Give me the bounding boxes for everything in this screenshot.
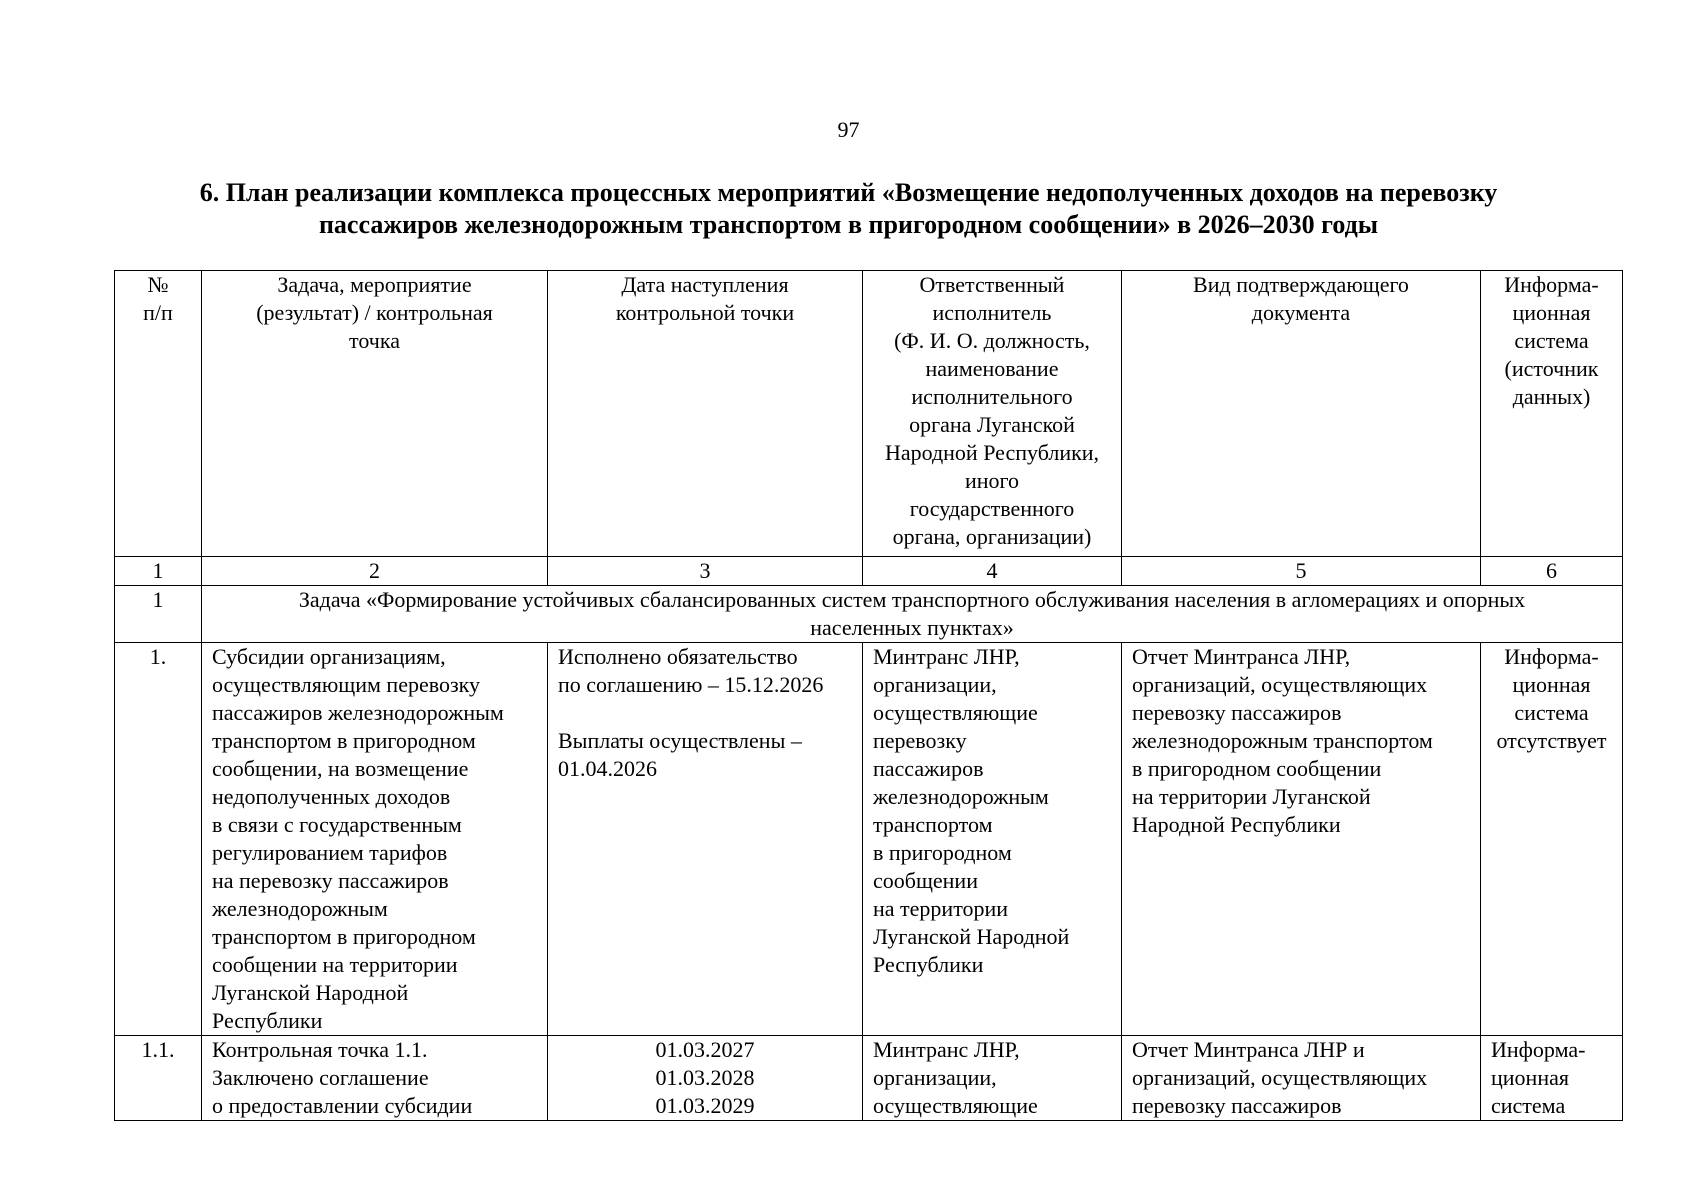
header-date: Дата наступления контрольной точки <box>548 271 863 557</box>
task-row <box>115 586 1623 643</box>
document-title <box>120 177 1577 241</box>
header-document: Вид подтверждающего документа <box>1122 271 1481 557</box>
row-info-system: Информа- ционная система <box>1481 1036 1623 1121</box>
task-row-num: 1 <box>115 586 202 643</box>
header-responsible: Ответственный исполнитель (Ф. И. О. должность, наименование исполнительного органа Луганской Народной Республики, иного государственного органа, организации) <box>863 271 1122 557</box>
task-row-text: Задача «Формирование устойчивых сбалансированных систем транспортного обслуживания населения в агломерациях и опорных населенных пунктах» <box>202 586 1623 643</box>
header-info-system: Информа- ционная система (источник данных) <box>1481 271 1623 557</box>
table-row <box>115 643 1623 1036</box>
plan-table <box>114 270 1623 1121</box>
row-info-system: Информа- ционная система отсутствует <box>1481 643 1623 1036</box>
title-line-2: пассажиров железнодорожным транспортом в пригородном сообщении» в 2026–2030 годы <box>318 210 1379 239</box>
column-number-row <box>115 557 1623 586</box>
row-responsible: Минтранс ЛНР, организации, осуществляющие перевозку пассажиров железнодорожным транспортом в пригородном сообщении на территории Луганской Народной Республики <box>863 643 1122 1036</box>
row-responsible: Минтранс ЛНР, организации, осуществляющие <box>863 1036 1122 1121</box>
row-document: Отчет Минтранса ЛНР и организаций, осуществляющих перевозку пассажиров <box>1122 1036 1481 1121</box>
row-document: Отчет Минтранса ЛНР, организаций, осуществляющих перевозку пассажиров железнодорожным транспортом в пригородном сообщении на территории Луганской Народной Республики <box>1122 643 1481 1036</box>
table-row <box>115 1036 1623 1121</box>
header-task: Задача, мероприятие (результат) / контрольная точка <box>202 271 548 557</box>
title-line-1: 6. План реализации комплекса процессных мероприятий «Возмещение недополученных доходов на перевозку <box>199 178 1498 207</box>
row-task: Субсидии организациям, осуществляющим перевозку пассажиров железнодорожным транспортом в пригородном сообщении, на возмещение недополученных доходов в связи с государственным регулированием тарифов на перевозку пассажиров железнодорожным транспортом в пригородном сообщении на территории Луганской Народной Республики <box>202 643 548 1036</box>
row-date-obligation: Исполнено обязательство по соглашению – 15.12.2026 <box>558 644 824 697</box>
column-number: 3 <box>548 557 863 586</box>
header-row <box>115 271 1623 557</box>
row-task: Контрольная точка 1.1. Заключено соглашение о предоставлении субсидии <box>202 1036 548 1121</box>
column-number: 1 <box>115 557 202 586</box>
row-num: 1.1. <box>115 1036 202 1121</box>
row-num: 1. <box>115 643 202 1036</box>
row-date-payments: Выплаты осуществлены – 01.04.2026 <box>558 728 802 781</box>
column-number: 4 <box>863 557 1122 586</box>
column-number: 5 <box>1122 557 1481 586</box>
row-date <box>548 643 863 1036</box>
header-num: № п/п <box>115 271 202 557</box>
row-dates: 01.03.2027 01.03.2028 01.03.2029 <box>548 1036 863 1121</box>
column-number: 6 <box>1481 557 1623 586</box>
row-date-spacer <box>558 699 852 727</box>
column-number: 2 <box>202 557 548 586</box>
page-number: 97 <box>837 117 860 142</box>
